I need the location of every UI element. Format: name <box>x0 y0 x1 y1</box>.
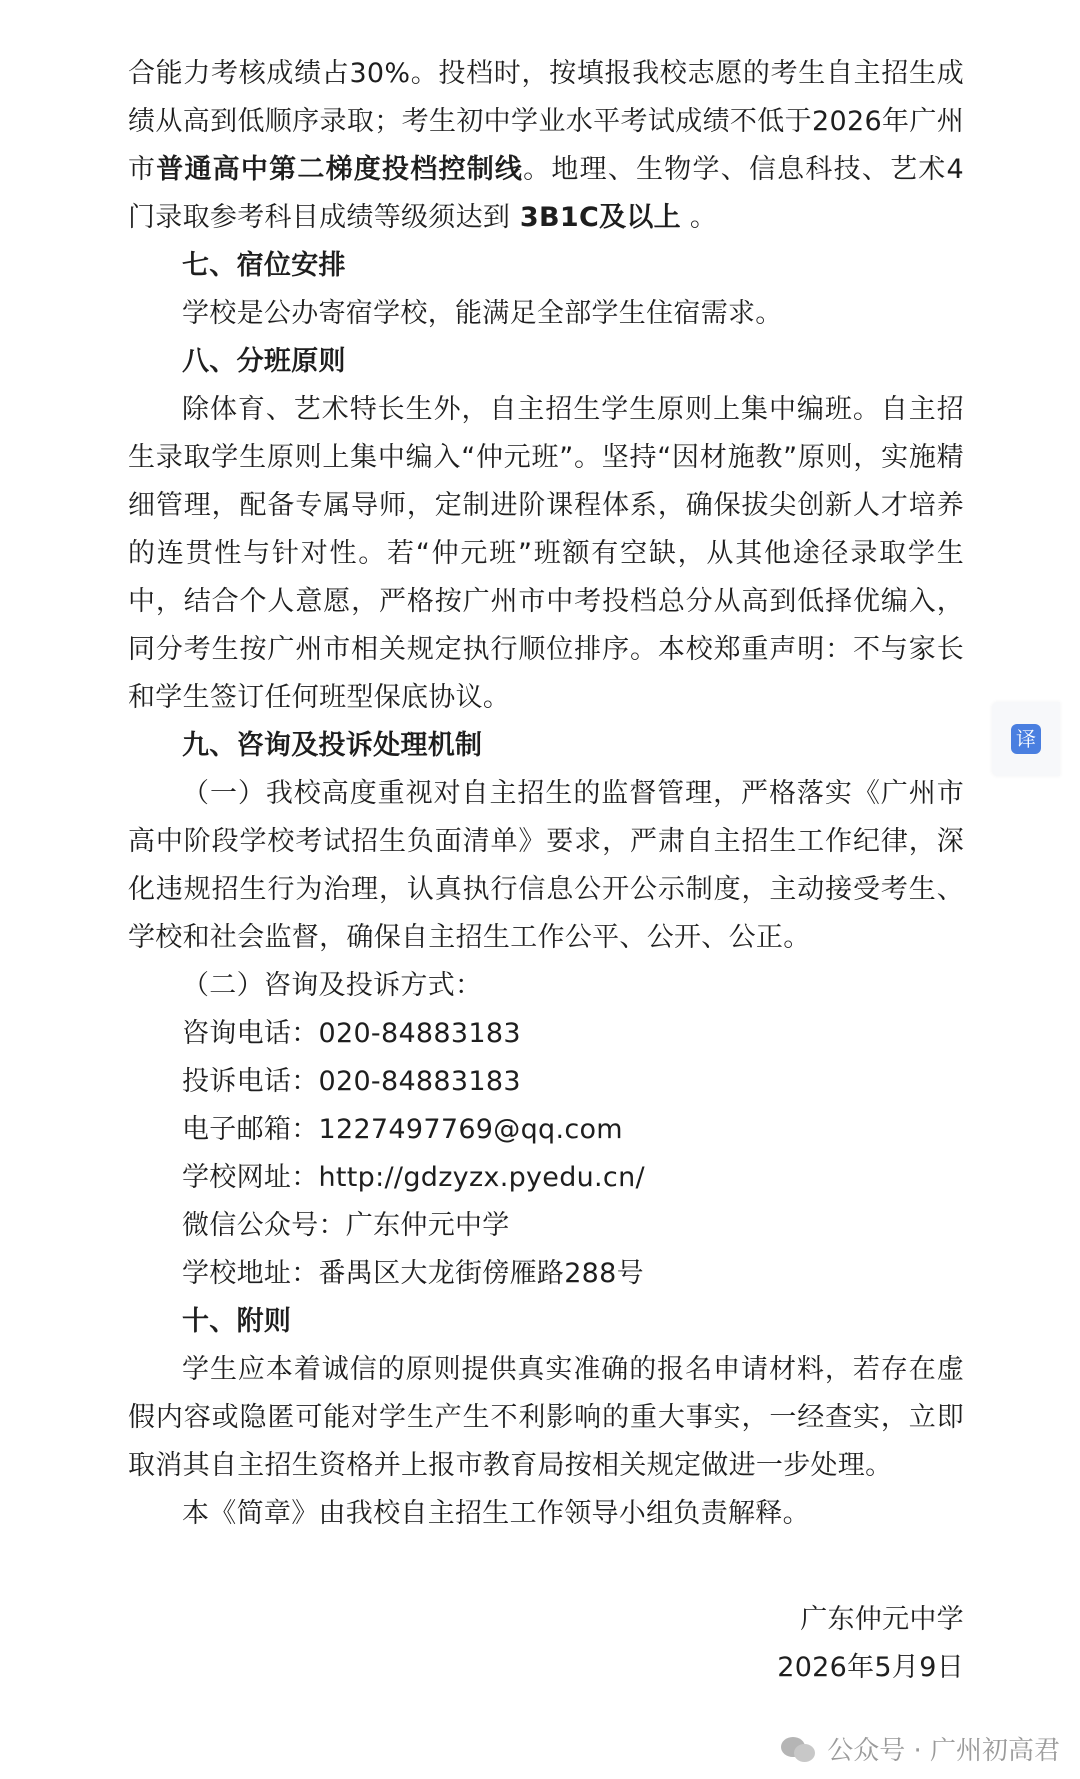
paragraph-text: 合能力考核成绩占30%。投档时，按填报我校志愿的考生自主招生成绩从高到低顺序录取；考生初中学业水平考试成绩不低于2026年广州市 <box>128 58 964 185</box>
watermark-text: 公众号 · 广州初高君 <box>827 1736 1060 1766</box>
translate-icon: 译 <box>1011 724 1041 754</box>
spacer <box>128 1538 964 1586</box>
section-heading-supplementary: 十、附则 <box>182 1306 292 1337</box>
signature-date: 2026年5月9日 <box>777 1652 964 1683</box>
paragraph-text: 。 <box>680 202 718 233</box>
emphasis-text: 普通高中第二梯度投档控制线 <box>156 154 524 185</box>
paragraph-text: 。地理、生物学、信息科技、艺术4门录取参考科目成绩等级须达到 <box>128 154 964 233</box>
signature-school: 广东仲元中学 <box>800 1604 964 1635</box>
contact-address: 学校地址：番禺区大龙街傍雁路288号 <box>182 1258 644 1289</box>
emphasis-text: 3B1C及以上 <box>510 202 681 233</box>
paragraph-supervision: （一）我校高度重视对自主招生的监督管理，严格落实《广州市高中阶段学校考试招生负面清单》要求，严肃自主招生工作纪律，深化违规招生行为治理，认真执行信息公开公示制度，主动接受考生、学校和社会监督，确保自主招生工作公平、公开、公正。 <box>128 778 964 953</box>
paragraph-class-assignment: 除体育、艺术特长生外，自主招生学生原则上集中编班。自主招生录取学生原则上集中编入“仲元班”。坚持“因材施教”原则，实施精细管理，配备专属导师，定制进阶课程体系，确保拔尖创新人才培养的连贯性与针对性。若“仲元班”班额有空缺，从其他途径录取学生中，结合个人意愿，严格按广州市中考投档总分从高到低择优编入，同分考生按广州市相关规定执行顺位排序。本校郑重声明：不与家长和学生签订任何班型保底协议。 <box>128 394 964 713</box>
contact-consult-phone: 咨询电话：020-84883183 <box>182 1018 521 1049</box>
paragraph-dormitory: 学校是公办寄宿学校，能满足全部学生住宿需求。 <box>182 298 783 329</box>
section-heading-consultation: 九、咨询及投诉处理机制 <box>182 730 483 761</box>
paragraph-contact-intro: （二）咨询及投诉方式： <box>182 970 483 1001</box>
contact-complaint-phone: 投诉电话：020-84883183 <box>182 1066 521 1097</box>
translate-button[interactable] <box>992 702 1060 776</box>
watermark <box>781 1730 1060 1767</box>
section-heading-class-assignment: 八、分班原则 <box>182 346 346 377</box>
contact-email: 电子邮箱：1227497769@qq.com <box>182 1114 623 1145</box>
wechat-icon <box>781 1735 817 1763</box>
paragraph-interpretation: 本《简章》由我校自主招生工作领导小组负责解释。 <box>182 1498 810 1529</box>
section-heading-dormitory: 七、宿位安排 <box>182 250 346 281</box>
paragraph-integrity: 学生应本着诚信的原则提供真实准确的报名申请材料，若存在虚假内容或隐匿可能对学生产生不利影响的重大事实，一经查实，立即取消其自主招生资格并上报市教育局按相关规定做进一步处理。 <box>128 1354 964 1481</box>
document-body <box>128 50 964 1692</box>
contact-website: 学校网址：http://gdzyzx.pyedu.cn/ <box>182 1162 645 1193</box>
contact-wechat: 微信公众号：广东仲元中学 <box>182 1210 510 1241</box>
paragraph-admission <box>128 50 964 242</box>
